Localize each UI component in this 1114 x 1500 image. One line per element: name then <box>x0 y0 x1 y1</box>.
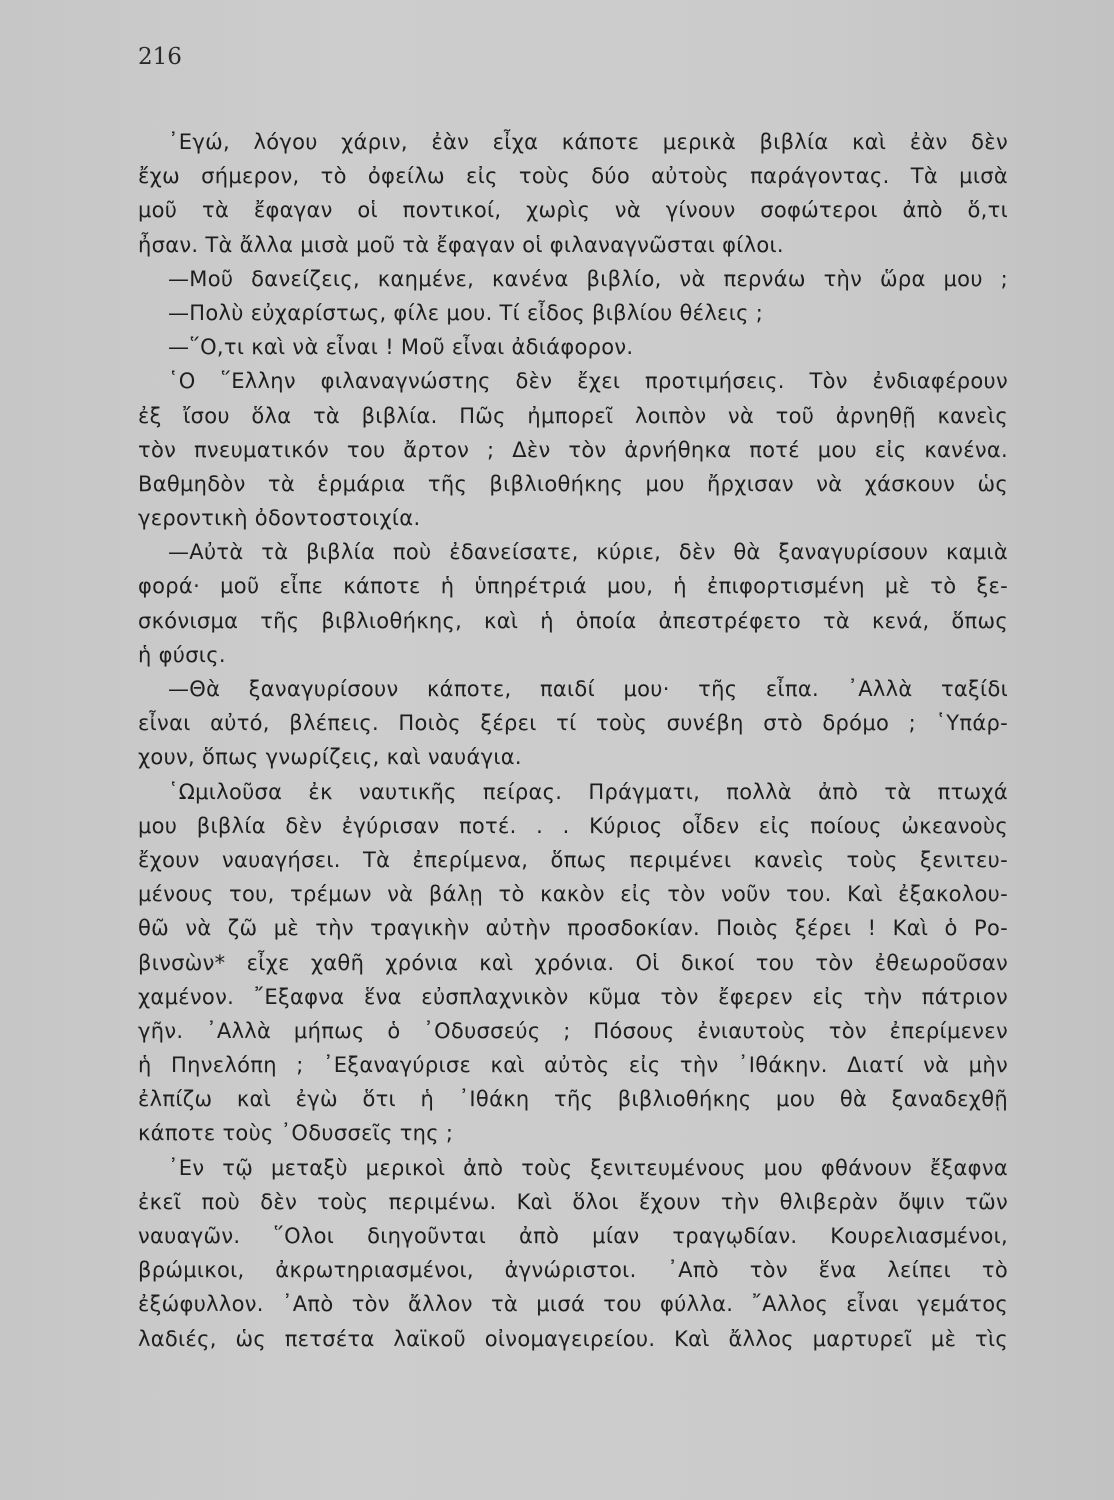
text-line: —Θὰ ξαναγυρίσουν κάποτε, παιδί μου· τῆς εἶπα. ᾿Αλλὰ ταξίδι <box>168 677 1008 701</box>
text-line: ἐλπίζω καὶ ἐγὼ ὅτι ἡ ᾿Ιθάκη τῆς βιβλιοθήκης μου θὰ ξαναδεχθῇ <box>138 1087 1008 1112</box>
text-line: μου βιβλία δὲν ἐγύρισαν ποτέ. . . Κύριος οἶδεν εἰς ποίους ὠκεανοὺς <box>138 813 1008 838</box>
text-line: σκόνισμα τῆς βιβλιοθήκης, καὶ ἡ ὁποία ἀπεστρέφετο τὰ κενά, ὅπως <box>138 608 1008 633</box>
text-line: ἐξώφυλλον. ᾿Απὸ τὸν ἄλλον τὰ μισά του φύλλα. ῎Αλλος εἶναι γεμάτος <box>138 1292 1008 1317</box>
text-line: —῞Ο,τι καὶ νὰ εἶναι ! Μοῦ εἶναι ἀδιάφορον. <box>168 335 634 360</box>
text-line: χαμένον. ῎Εξαφνα ἕνα εὐσπλαχνικὸν κῦμα τὸν ἔφερεν εἰς τὴν πάτριον <box>138 984 1008 1009</box>
text-line: —Πολὺ εὐχαρίστως, φίλε μου. Τί εἶδος βιβλίου θέλεις ; <box>168 300 764 325</box>
text-line: ἐξ ἴσου ὅλα τὰ βιβλία. Πῶς ἠμπορεῖ λοιπὸν νὰ τοῦ ἀρνηθῇ κανεὶς <box>138 403 1008 428</box>
text-line: μοῦ τὰ ἔφαγαν οἱ ποντικοί, χωρὶς νὰ γίνουν σοφώτεροι ἀπὸ ὅ,τι <box>138 198 1008 223</box>
text-line: ᾿Εγώ, λόγου χάριν, ἐὰν εἶχα κάποτε μερικὰ βιβλία καὶ ἐὰν δὲν <box>168 130 1008 154</box>
text-line: εἶναι αὐτό, βλέπεις. Ποιὸς ξέρει τί τοὺς συνέβη στὸ δρόμο ; ῾Υπάρ- <box>138 711 1008 736</box>
text-line: γῆν. ᾿Αλλὰ μήπως ὁ ᾿Οδυσσεύς ; Πόσους ἐνιαυτοὺς τὸν ἐπερίμενεν <box>138 1018 1008 1043</box>
text-line: ἔχω σήμερον, τὸ ὀφείλω εἰς τοὺς δύο αὐτοὺς παράγοντας. Τὰ μισὰ <box>138 164 1008 189</box>
text-line: ῾Ωμιλοῦσα ἐκ ναυτικῆς πείρας. Πράγματι, πολλὰ ἀπὸ τὰ πτωχά <box>168 779 1008 804</box>
text-line: ἔχουν ναυαγήσει. Τὰ ἐπερίμενα, ὅπως περιμένει κανεὶς τοὺς ξενιτευ- <box>138 847 1008 872</box>
text-line: —Αὐτὰ τὰ βιβλία ποὺ ἐδανείσατε, κύριε, δὲν θὰ ξαναγυρίσουν καμιὰ <box>168 540 1008 565</box>
body-text <box>138 125 1008 1356</box>
text-line: —Μοῦ δανείζεις, καημένε, κανένα βιβλίο, νὰ περνάω τὴν ὥρα μου ; <box>168 266 1008 291</box>
text-line: Βαθμηδὸν τὰ ἑρμάρια τῆς βιβλιοθήκης μου ἤρχισαν νὰ χάσκουν ὡς <box>138 471 1008 496</box>
text-line: φορά· μοῦ εἶπε κάποτε ἡ ὑπηρέτριά μου, ἡ ἐπιφορτισμένη μὲ τὸ ξε- <box>138 574 1008 599</box>
text-line: ἡ φύσις. <box>138 642 226 667</box>
text-line: χουν, ὅπως γνωρίζεις, καὶ ναυάγια. <box>138 745 522 770</box>
text-line: ἐκεῖ ποὺ δὲν τοὺς περιμένω. Καὶ ὅλοι ἔχουν τὴν θλιβερὰν ὄψιν τῶν <box>138 1189 1008 1214</box>
text-line: ἡ Πηνελόπη ; ᾿Εξαναγύρισε καὶ αὐτὸς εἰς τὴν ᾿Ιθάκην. Διατί νὰ μὴν <box>138 1053 1008 1078</box>
text-line: ῾Ο ῞Ελλην φιλαναγνώστης δὲν ἔχει προτιμήσεις. Τὸν ἐνδιαφέρουν <box>168 369 1008 394</box>
text-line: ᾿Εν τῷ μεταξὺ μερικοὶ ἀπὸ τοὺς ξενιτευμένους μου φθάνουν ἔξαφνα <box>168 1155 1008 1180</box>
text-line: θῶ νὰ ζῶ μὲ τὴν τραγικὴν αὐτὴν προσδοκίαν. Ποιὸς ξέρει ! Καὶ ὁ Ρο- <box>138 916 1008 941</box>
text-line: κάποτε τοὺς ᾿Οδυσσεῖς της ; <box>138 1121 454 1146</box>
text-line: βρώμικοι, ἀκρωτηριασμένοι, ἀγνώριστοι. ᾿Απὸ τὸν ἕνα λείπει τὸ <box>138 1258 1008 1283</box>
text-line: μένους του, τρέμων νὰ βάλῃ τὸ κακὸν εἰς τὸν νοῦν του. Καὶ ἐξακολου- <box>138 882 1008 907</box>
page-number: 216 <box>138 44 182 70</box>
text-line: λαδιές, ὡς πετσέτα λαϊκοῦ οἰνομαγειρείου. Καὶ ἄλλος μαρτυρεῖ μὲ τὶς <box>138 1326 1008 1351</box>
text-line: γεροντικὴ ὀδοντοστοιχία. <box>138 506 421 531</box>
text-line: ναυαγῶν. ῞Ολοι διηγοῦνται ἀπὸ μίαν τραγῳδίαν. Κουρελιασμένοι, <box>138 1224 1008 1248</box>
text-line: τὸν πνευματικόν του ἄρτον ; Δὲν τὸν ἀρνήθηκα ποτέ μου εἰς κανένα. <box>138 437 1008 462</box>
text-line: βινσὼν* εἶχε χαθῆ χρόνια καὶ χρόνια. Οἱ δικοί του τὸν ἐθεωροῦσαν <box>138 950 1008 975</box>
text-line: ἦσαν. Τὰ ἄλλα μισὰ μοῦ τὰ ἔφαγαν οἱ φιλαναγνῶσται φίλοι. <box>138 232 784 257</box>
